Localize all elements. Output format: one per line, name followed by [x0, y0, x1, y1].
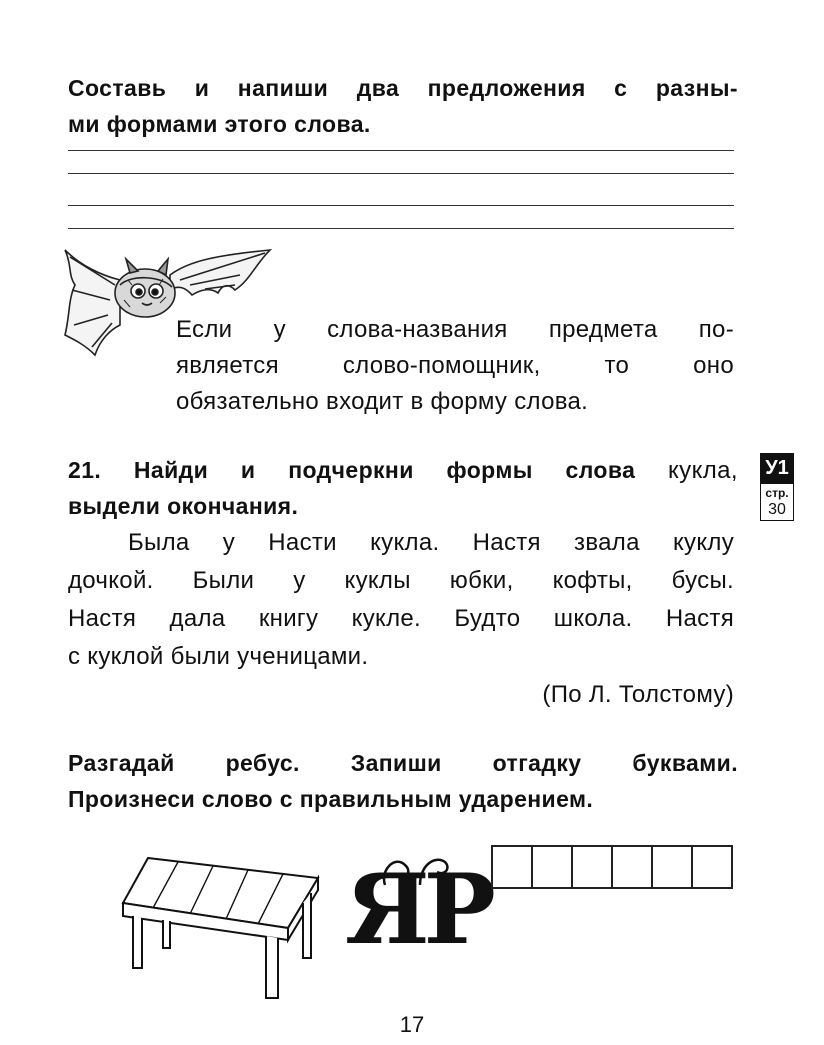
marker-page-num: 30 — [768, 501, 786, 518]
rule-text — [176, 312, 734, 420]
task-top — [68, 70, 738, 142]
story-line-3: Настя дала книгу кукле. Будто школа. Настя — [68, 605, 734, 632]
lesson-marker — [760, 453, 794, 521]
story-line-2: дочкой. Были у куклы юбки, кофты, бусы. — [68, 567, 734, 594]
rebus-task — [68, 745, 738, 817]
task-21-word: кукла, — [668, 457, 738, 484]
task-21-line2: выдели окончания. — [68, 493, 299, 519]
task-top-line1: Составь и напиши два предложения с разны- — [68, 75, 738, 101]
answer-cell-5[interactable] — [651, 845, 693, 889]
story-source: (По Л. Толстому) — [542, 681, 734, 708]
answer-cell-3[interactable] — [571, 845, 613, 889]
answer-cells — [493, 845, 733, 889]
rebus-line1: Разгадай ребус. Запиши отгадку буквами. — [68, 750, 738, 776]
task-top-line2: ми формами этого слова. — [68, 111, 371, 137]
rule-line-1: Если у слова-названия предмета по- — [176, 316, 734, 343]
writing-line-2[interactable] — [68, 173, 734, 174]
task-21 — [68, 452, 738, 524]
table-illustration — [118, 848, 323, 1003]
story-line-4: с куклой были ученицами. — [68, 643, 369, 670]
answer-cell-4[interactable] — [611, 845, 653, 889]
marker-label: У1 — [760, 453, 794, 483]
writing-line-4[interactable] — [68, 228, 734, 229]
task-21-instruction: 21. Найди и подчеркни формы слова — [68, 457, 636, 483]
answer-cell-6[interactable] — [691, 845, 733, 889]
marker-page-abbr: стр. — [765, 486, 789, 500]
rebus-letters — [345, 850, 490, 970]
story-line-1: Была у Насти кукла. Настя звала куклу — [128, 529, 734, 556]
answer-cell-1[interactable] — [491, 845, 533, 889]
writing-line-1[interactable] — [68, 150, 734, 151]
flourish-ornament — [375, 850, 455, 890]
answer-cell-2[interactable] — [531, 845, 573, 889]
page-number: 17 — [399, 1012, 425, 1037]
rebus-letters-text: ЯР — [345, 853, 490, 966]
writing-line-3[interactable] — [68, 205, 734, 206]
marker-page-box — [760, 483, 794, 521]
rule-line-3: обязательно входит в форму слова. — [176, 388, 589, 415]
task-21-line1 — [68, 452, 738, 488]
rule-line-2: является слово-помощник, то оно — [176, 352, 734, 379]
story-text — [68, 525, 734, 715]
rebus-line2: Произнеси слово с правильным ударением. — [68, 786, 594, 812]
